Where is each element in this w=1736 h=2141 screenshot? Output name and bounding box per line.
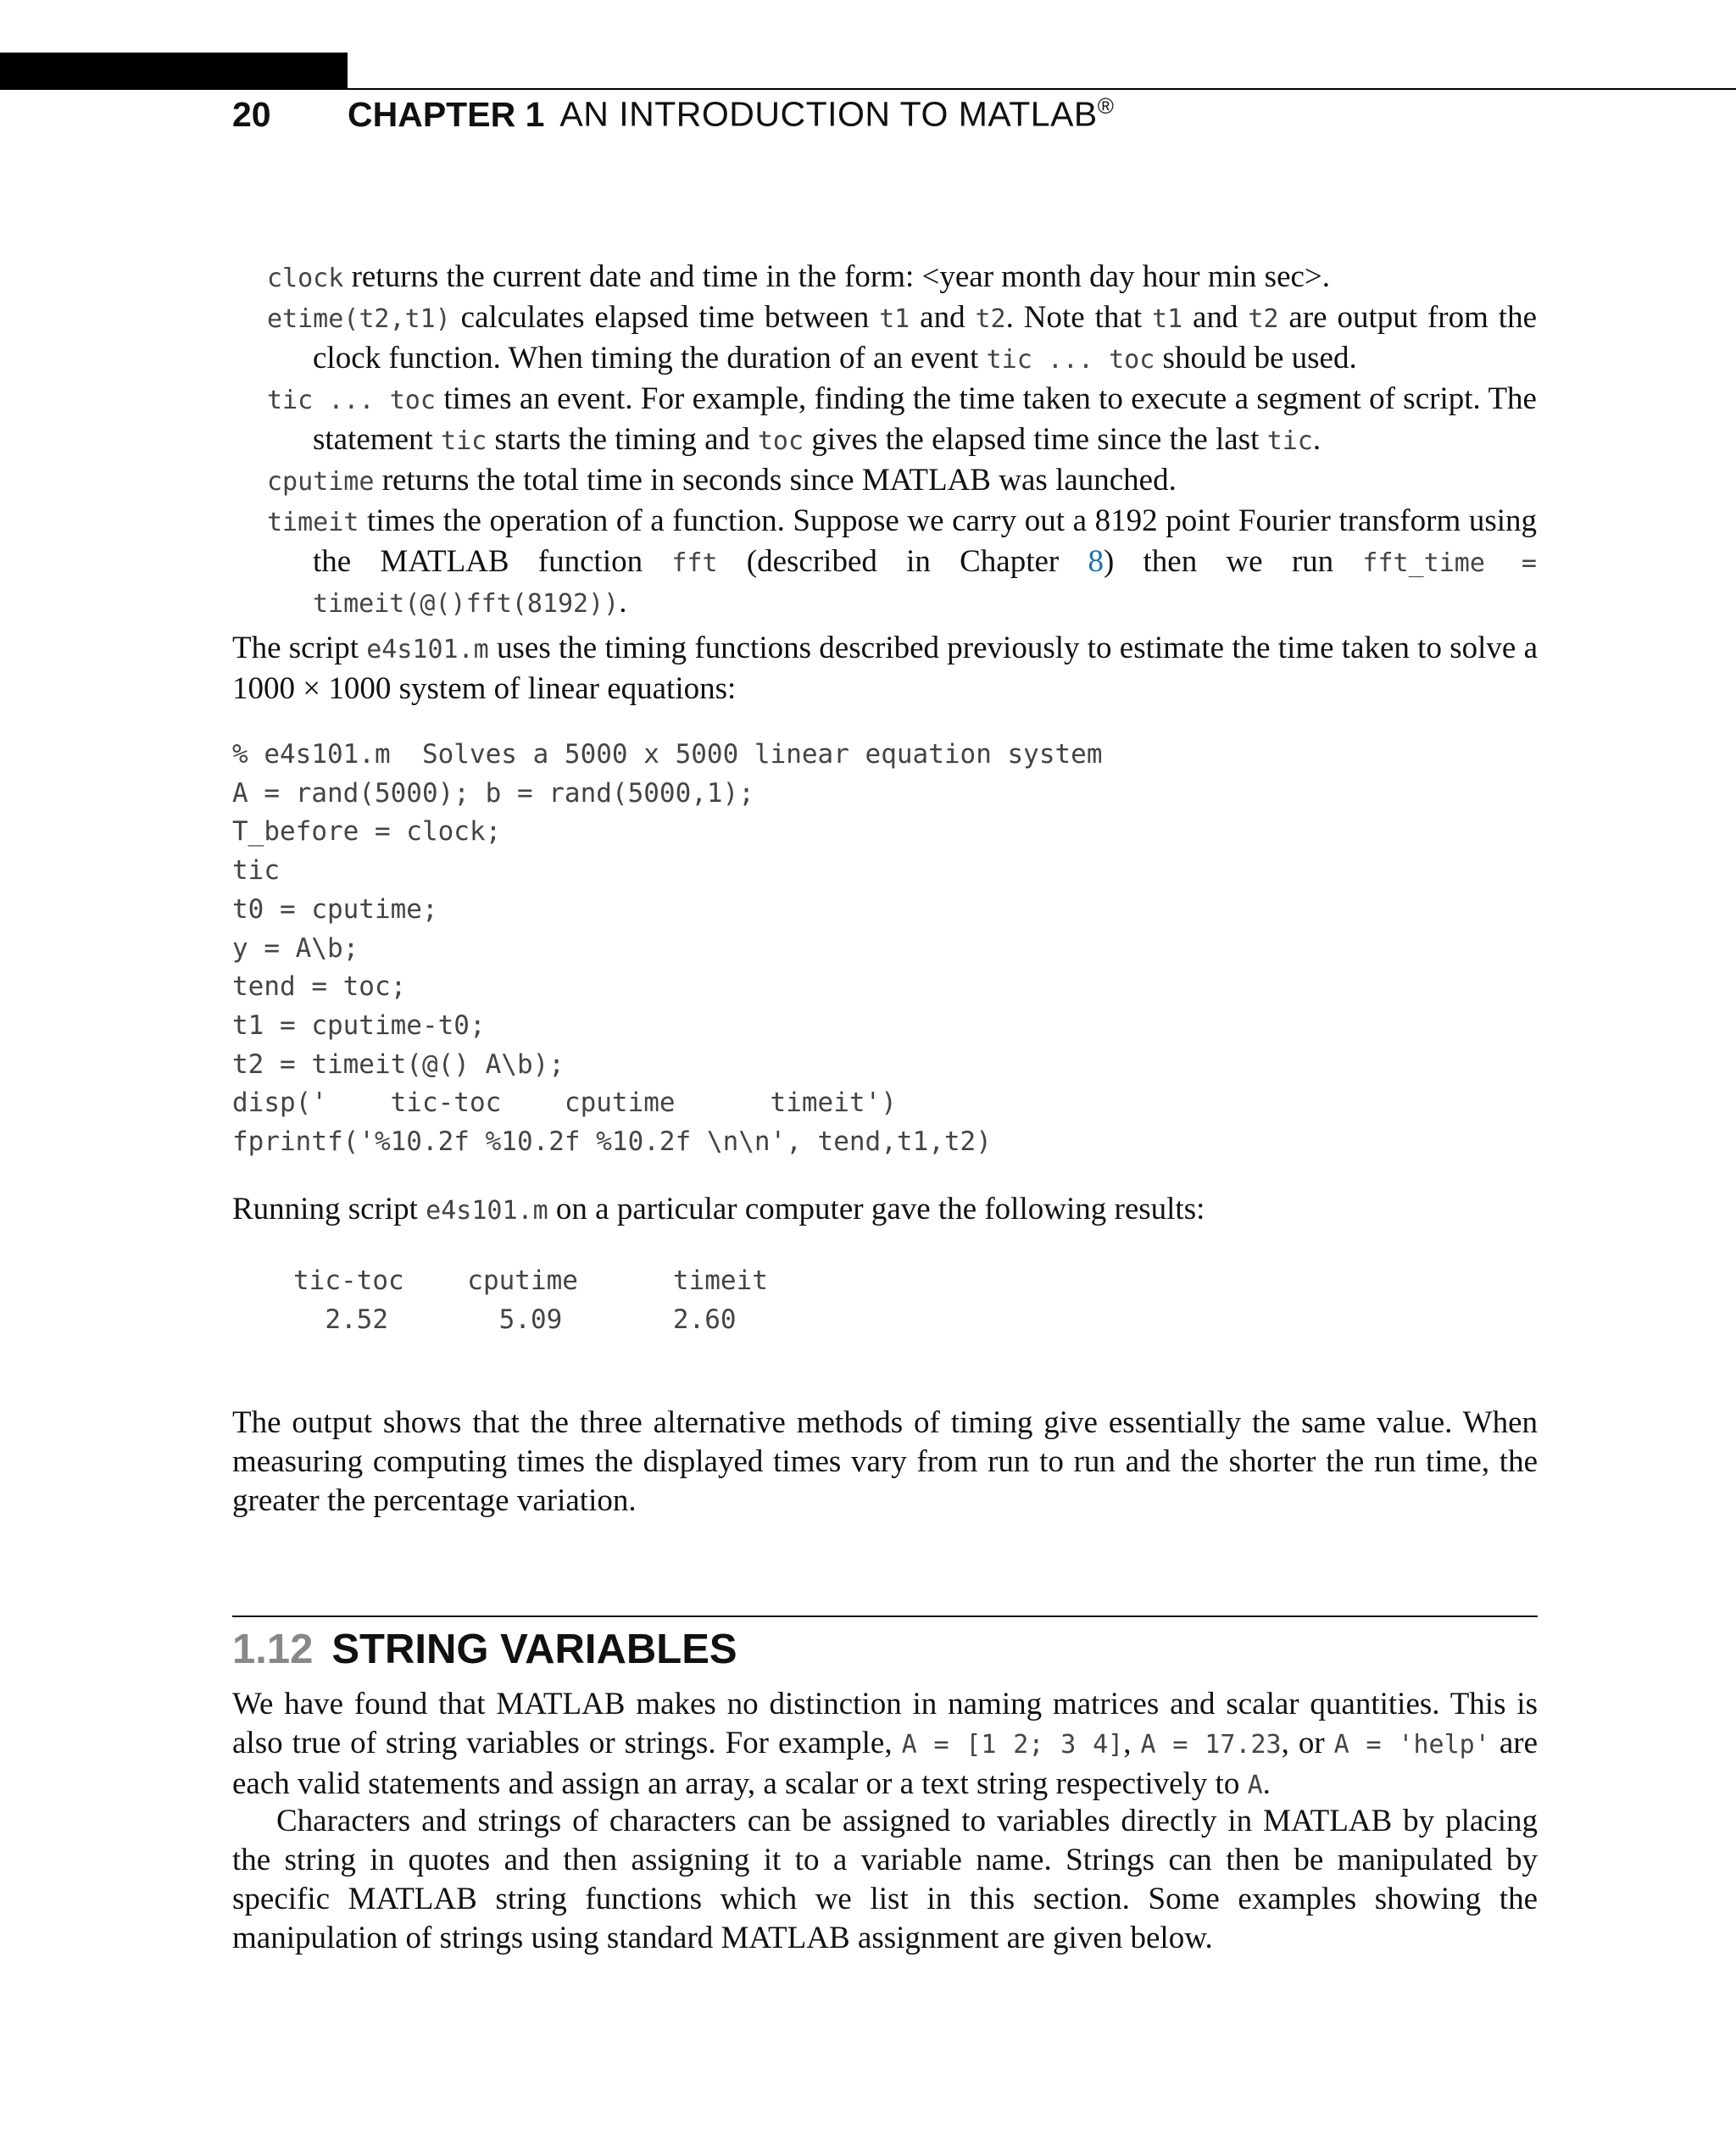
paragraph-string-intro: We have found that MATLAB makes no distinction in naming matrices and scalar quantities. This is also true of string variables or strings. For example, A = [1 2; 3 4], A = 17.23, or A = 'help' are each valid statements and assign an array, a scalar or a text string respectively to A. — [232, 1687, 1538, 1801]
section-title: STRING VARIABLES — [331, 1627, 737, 1672]
chapter-label: CHAPTER 1 — [348, 94, 545, 134]
section-heading — [232, 1626, 737, 1673]
chapter-8-link[interactable]: 8 — [1088, 544, 1104, 579]
paragraph-output-discussion: The output shows that the three alternative methods of timing give essentially the same value. When measuring computing times the displayed times vary from run to run and the shorter the run time, the greater the percentage variation. — [232, 1405, 1538, 1518]
section-rule — [232, 1615, 1538, 1617]
code-listing: % e4s101.m Solves a 5000 x 5000 linear equation system A = rand(5000); b = rand(5000,1); T_before = clock; tic t0 = cputime; y = A\b; tend = toc; t1 = cputime-t0; t2 = timeit(@() A\b); disp(' tic-toc cputime timeit') fprintf('%10.2f %10.2f %10.2f \n\n', tend,t1,t2) — [232, 739, 1103, 1158]
section-number: 1.12 — [232, 1627, 314, 1672]
page-number: 20 — [232, 94, 271, 134]
paragraph-script-intro: The script e4s101.m uses the timing functions described previously to estimate the time taken to solve a 1000 × 1000 system of linear equations: — [232, 631, 1538, 706]
header-bar — [0, 53, 348, 90]
def-cputime: cputime returns the total time in seconds since MATLAB was launched. — [267, 463, 1177, 498]
def-etime: etime(t2,t1) calculates elapsed time between t1 and t2. Note that t1 and t2 are output from the clock function. When timing the duration of an event tic ... toc should be used. — [267, 300, 1537, 375]
def-tictoc: tic ... toc times an event. For example, finding the time taken to execute a segment of script. The statement tic starts the timing and toc gives the elapsed time since the last tic. — [267, 381, 1537, 457]
output-results: tic-toc cputime timeit 2.52 5.09 2.60 — [293, 1265, 768, 1335]
running-header — [232, 93, 1114, 139]
paragraph-running: Running script e4s101.m on a particular computer gave the following results: — [232, 1192, 1205, 1226]
paragraph-string-assign: Characters and strings of characters can be assigned to variables directly in MATLAB by placing the string in quotes and then assigning it to a variable name. Strings can then be manipulated by specific MATLAB string functions which we list in this section. Some examples showing the manipulation of strings using standard MATLAB assignment are given below. — [232, 1804, 1538, 1955]
header-rule — [348, 88, 1736, 90]
definition-list — [267, 258, 1537, 624]
def-clock: clock returns the current date and time in the form: <year month day hour min sec>. — [267, 259, 1331, 294]
def-timeit: timeit times the operation of a function. Suppose we carry out a 8192 point Fourier transform using the MATLAB function fft (described in Chapter 8) then we run fft_time = timeit(@()fft(8192)). — [267, 503, 1537, 620]
chapter-title: AN INTRODUCTION TO MATLAB® — [559, 93, 1115, 134]
